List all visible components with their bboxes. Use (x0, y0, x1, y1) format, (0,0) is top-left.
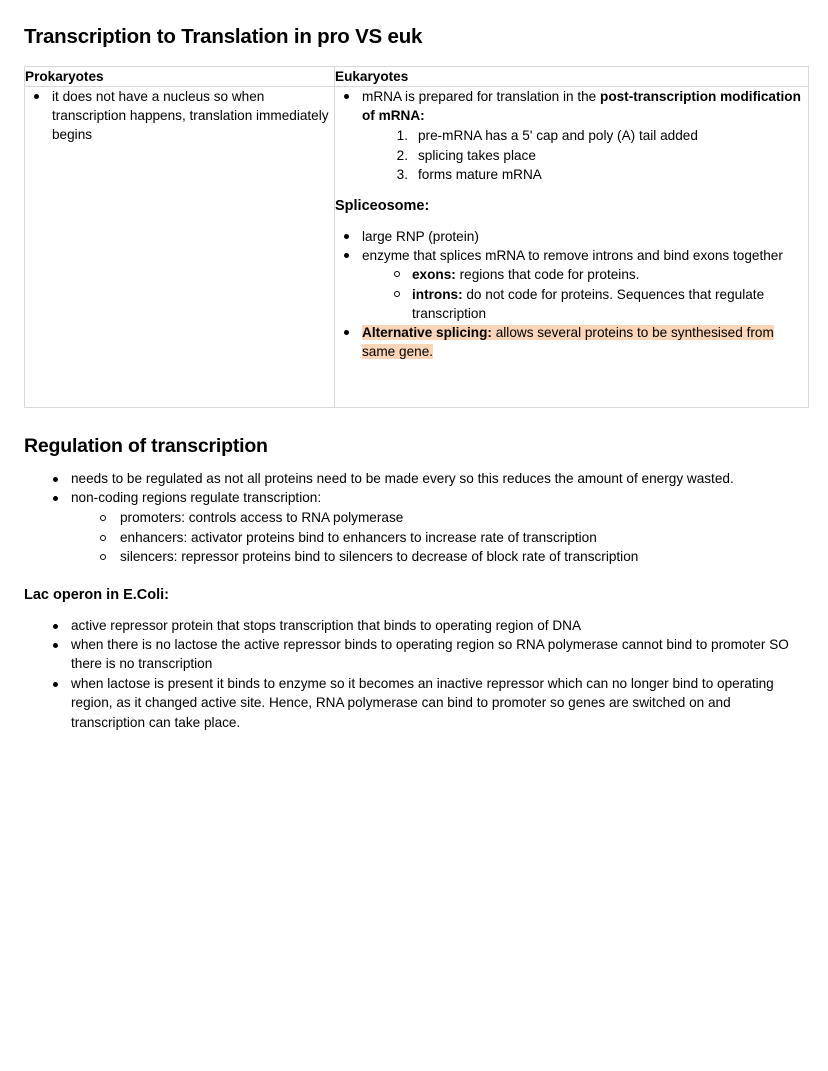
eukaryotes-cell (335, 86, 809, 407)
lac-operon-bullet-list (24, 616, 804, 733)
column-header-prokaryotes: Prokaryotes (25, 66, 335, 86)
intro-text-plain: mRNA is prepared for translation in the (362, 88, 601, 104)
list-item: when lactose is present it binds to enzyme so it becomes an inactive repressor which can no longer bind to operating region, as it changed active site. Hence, RNA polymerase can bind to promoter so genes are switched on and transcription can take place. (24, 674, 804, 732)
prokaryote-eukaryote-comparison-table (24, 66, 809, 408)
term-introns: introns: (412, 286, 463, 302)
section-heading-lac-operon: Lac operon in E.Coli: (24, 586, 170, 603)
term-exons: exons: (412, 267, 456, 283)
list-item: active repressor protein that stops transcription that binds to operating region of DNA (24, 616, 804, 635)
prokaryotes-bullet-list (25, 87, 334, 145)
list-item: it does not have a nucleus so when transcription happens, translation immediately begins (25, 87, 334, 145)
list-item: non-coding regions regulate transcription: (24, 488, 804, 507)
list-item (385, 265, 808, 284)
table-row (25, 86, 809, 407)
table-header-row (25, 66, 809, 86)
list-item: splicing takes place (418, 147, 536, 163)
spacer (335, 217, 808, 227)
exon-intron-sub-list (385, 265, 808, 323)
post-transcription-steps-list (386, 126, 808, 184)
definition-exons: regions that code for proteins. (455, 267, 640, 283)
column-header-eukaryotes: Eukaryotes (335, 66, 809, 86)
list-item (385, 285, 808, 324)
prokaryotes-cell (25, 86, 335, 407)
list-item: when there is no lactose the active repressor binds to operating region so RNA polymerase cannot bind to promoter SO there is no transcription (24, 635, 804, 674)
list-item: promoters: controls access to RNA polymerase (24, 508, 804, 528)
list-item (335, 87, 808, 126)
list-item: silencers: repressor proteins bind to silencers to decrease of block rate of transcription (24, 547, 804, 567)
list-item: needs to be regulated as not all proteins need to be made every so this reduces the amount of energy wasted. (24, 469, 804, 488)
spacer (24, 610, 804, 612)
eukaryotes-intro-list (335, 87, 808, 126)
list-item: forms mature mRNA (418, 166, 542, 182)
page-title: Transcription to Translation in pro VS euk (24, 25, 423, 48)
list-item: large RNP (protein) (335, 227, 808, 246)
definition-alternative-splicing: allows several proteins to be synthesised from same gene. (362, 325, 774, 360)
non-coding-regions-sub-list (24, 508, 804, 567)
list-item: enhancers: activator proteins bind to enhancers to increase rate of transcription (24, 528, 804, 548)
intro-text-bold: post-transcription modification of mRNA: (362, 88, 801, 123)
section-heading-regulation: Regulation of transcription (24, 434, 268, 457)
highlight-mark (362, 325, 774, 359)
list-item-highlighted (335, 323, 808, 362)
list-item: enzyme that splices mRNA to remove introns and bind exons together (335, 246, 808, 265)
list-item: pre-mRNA has a 5' cap and poly (A) tail added (418, 128, 698, 144)
term-alternative-splicing: Alternative splicing: (362, 325, 492, 341)
regulation-bullet-list (24, 469, 804, 567)
spliceosome-heading: Spliceosome: (335, 198, 430, 215)
spacer (335, 184, 808, 197)
definition-introns: do not code for proteins. Sequences that regulate transcription (412, 286, 765, 321)
spliceosome-bullet-list (335, 227, 808, 266)
alternative-splicing-list (335, 323, 808, 362)
